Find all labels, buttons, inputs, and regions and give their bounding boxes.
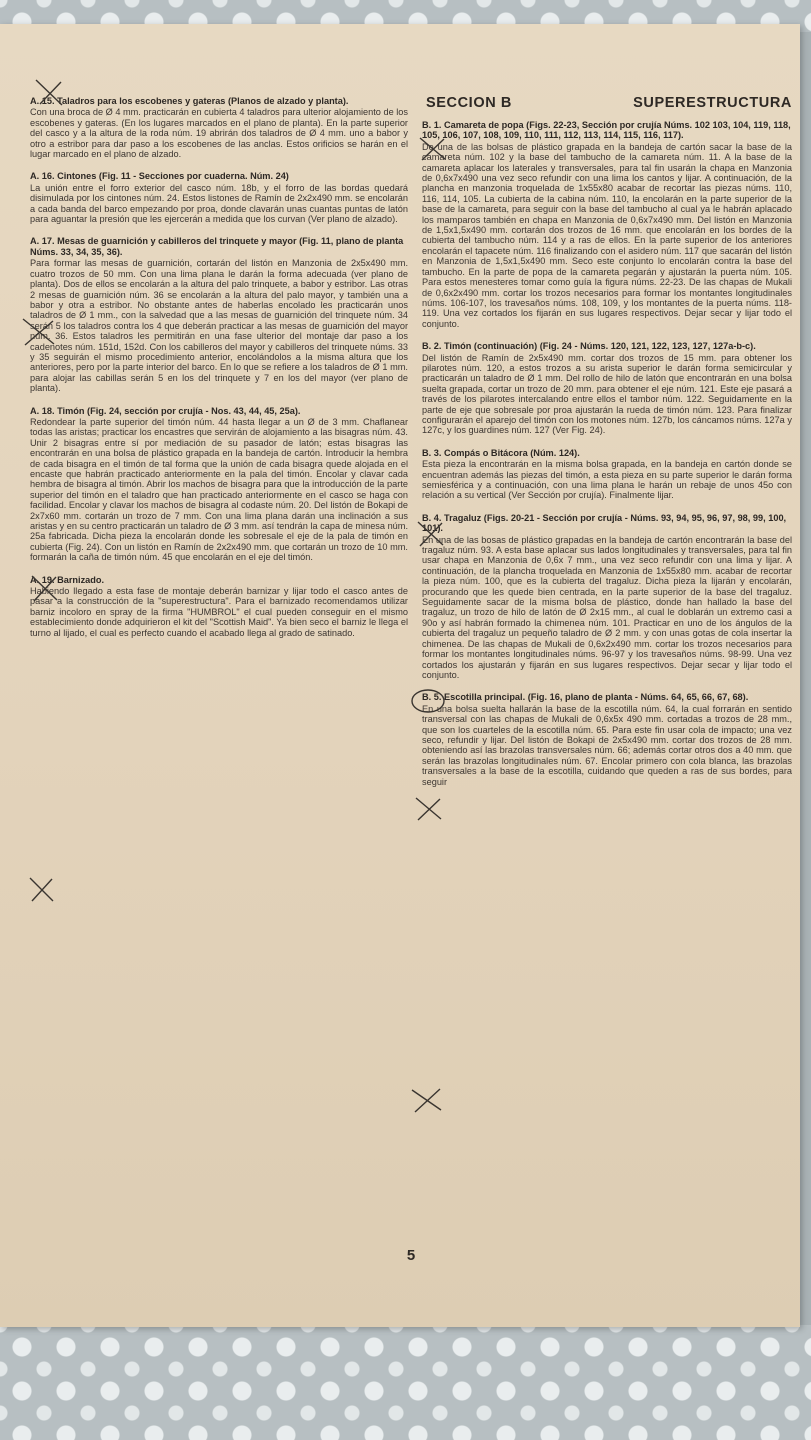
step-number: A. 18. (30, 405, 55, 416)
step-b4 (422, 513, 792, 681)
step-title: Compás o Bitácora (Núm. 124). (443, 447, 580, 458)
step-title: Mesas de guarnición y cabilleros del trinquete y mayor (Fig. 11, plano de planta Núms. 33, 34, 35, 36). (30, 236, 404, 257)
step-number: A. 16. (30, 171, 55, 182)
step-b2 (422, 341, 792, 436)
step-number: B. 3. (422, 447, 442, 458)
pencil-check-mark (28, 876, 56, 904)
tablecloth-bottom (0, 1325, 811, 1440)
step-a15 (30, 96, 408, 159)
step-body: En una bolsa suelta hallarán la base de la escotilla núm. 64, la cual forrarán en sentido transversal con las chapas de Mukali de 0,6x5x 490 mm. cortadas a trozos de 28 mm., que son los cuarteles de la escotilla núm. 65. Para este fin usar cola de impacto; una vez seco, refundir y lijar. Del listón de Bokapi de 2x5x490 mm. cortar dos trozos de 28 mm. obteniendo así las brazolas transversales núm. 66; además cortar otros dos a 40 mm. que serán las brazolas longitudinales núm. 67. Encolar primero con cola blanca, las brazolas transversales a la base de la escotilla, cuidando que queden a ras de sus bordes, para seguir (422, 703, 792, 787)
step-title: Cintones (Fig. 11 - Secciones por cuaderna. Núm. 24) (57, 171, 289, 182)
step-a19 (30, 575, 408, 638)
step-title: Tragaluz (Figs. 20-21 - Sección por crujía - Núms. 93, 94, 95, 96, 97, 98, 99, 100, 101). (422, 512, 787, 534)
step-body: Para formar las mesas de guarnición, cortarán del listón en Manzonia de 2x5x490 mm. cuatro trozos de 50 mm. Con una lima plana le darán la forma adecuada (ver plano de planta). Dos de ellos se encolarán a la altura del palo trinquete, a babor y estribor. Las otras 2 mesas de guarnición núm. 36 se encolarán a la altura del palo mayor, y también una a babor y otra a estribor. No obstante antes de haberlas encolado les practicarán unos taladros de Ø 1 mm., con la salvedad que a las mesas de guarnición del trinquete núm. 34 serán 5 los taladros contra los 4 que deberán practicar a las mesas de guarnición del mayor núm. 36. Estos taladros les permitirán en una fase ulterior del montaje dar paso a los cadenotes núm. 151d, 152d. Con los cabilleros del mayor y cabilleros del trinquete núms. 33 y 35 seguirán el mismo procedimiento anterior, encolándolos a la misma altura que los anteriores, pero por la parte interior del barco. En lo que se refiere a los taladros de Ø 1 mm. para alojar las cabillas serán 5 en los del trinquete y 7 en los del mayor (ver plano de planta). (30, 258, 408, 394)
section-header (426, 95, 792, 111)
step-number: A. 17. (30, 236, 55, 247)
step-body: Del listón de Ramín de 2x5x490 mm. cortar dos trozos de 15 mm. para obtener los pilarotes núm. 120, a estos trozos a su arista superior le darán forma semicircular y practicarán un taladro de Ø 1 mm. Del rollo de hilo de latón que encontrarán en una bolsa suelta grapada, cortar un trozo de 20 mm. para obtener el eje núm. 121. Este eje pasará a través de los pilarotes intercalando entre ellos el tambor núm. 122. Seguidamente en la parte de eje que sobresale por proa ajustarán la rueda de timón núm. 123. Para finalizar configurarán el aparejo del timón con los motones núm. 127b, los cáncamos núms. 127a y 127c, y los guardines núm. 127 (Ver Fig. 24). (422, 352, 792, 436)
step-body: De una de las bolsas de plástico grapada en la bandeja de cartón sacar la base de la camareta núm. 102 y la base del tambucho de la camareta núm. 11. A la base de la camareta aplacar los laterales y transversales, para tal fin usarán la chapa en Manzonia de 0,6x7x490 una vez seco refundir con una lima los cantos y lijar. A continuación, de la plancha en manzonia troquelada de 1x55x80 acabar de recortar las piezas núms. 110, 116, 114, 105. La cubierta de la cabina núm. 110, la encolarán en la parte superior de la base de la camareta, para seguir con la base del tambucho al cual ya le habrán aplacado los mamparos también en chapa en Manzonia de 0,6x7x490 mm. Del listón en Manzonia de 1,5x1,5x490 mm. cortarán dos trozos de 16 mm. que encolarán en los bordes de la cubierta del tambucho núm. 114 y a ras de ellos. En la parte superior de los anteriores encolarán el tapacete núm. 116 finalizando con el asidero núm. 117 que sacarán del listón en Manzonia de 1,5x1,5x490 mm. Seco este conjunto lo encolarán contra la base del tambucho. En la parte de popa de la camareta pegarán y ajustarán la puerta núm. 105. Para estos menesteres tomar como guía la figura núms. 22-23. De las chapas de Mukali de 0,6x2x490 mm. cortar los trozos necesarios para formar los montantes longitudinales núms. 106-107, los travesaños núms. 108, 109, y los montantes de la puerta núms. 118-119. Una vez cortados los fijarán en sus lugares respectivos. Dejar secar y lijar todo el conjunto. (422, 141, 792, 329)
step-a16 (30, 171, 408, 224)
left-column (30, 96, 408, 650)
page-number: 5 (406, 1247, 416, 1264)
step-body: Habiendo llegado a esta fase de montaje deberán barnizar y lijar todo el casco antes de pasar a la construcción de la "superestructura". Para el barnizado recomendamos utilizar barniz incoloro en spray de la firma "HUMBROL" el cual pueden conseguir en el mismo establecimiento donde adquirieron el kit del "Scottish Maid". Ya bien seco el barniz le llega el turno al lijado, el cual es perfecto cuando el acabado llega al grado de satinado. (30, 586, 408, 638)
step-title: Barnizado. (57, 574, 105, 585)
step-body: En una de las bosas de plástico grapadas en la bandeja de cartón encontrarán la base del tragaluz núm. 93. A esta base aplacar sus lados longitudinales y transversales, para tal fin usar chapa en Manzonia de 0,6x 7 mm., una vez seco refundir con una lima y lijar. A continuación, de la plancha troquelada en Manzonia de 1x55x80 mm. acabar de recortar la pieza núm. 100, que es la cubierta del tragaluz. Dicha pieza la lijarán y encolarán, procurando que les quede bien centrada, en la parte superior de la base del tragaluz. Seguidamente sacar de la misma bolsa de plástico, donde han hallado la base del tragaluz, un trozo de hilo de latón de Ø 2x15 mm., al cual le doblarán un extremo casi a 90o y así habrán formado la chimenea núm. 101. Practicar en uno de los ángulos de la cubierta del tragaluz un pequeño taladro de Ø 2 mm. y con unas gotas de cola insertar la chimenea. De las chapas de Mukali de 0,6x2x490 mm. cortar los trozos necesarios para formar los montantes longitudinales núms. 96-97 y los travesaños núms. 98-99. Una vez cortados los ajustarán y fijarán en sus lugares respectivos. Dejar secar y lijar todo el conjunto. (422, 534, 792, 680)
step-body: Esta pieza la encontrarán en la misma bolsa grapada, en la bandeja en cartón donde se encuentran además las piezas del timón, a esta pieza en su parte superior le darán forma semiesférica y a continuación, con una lima plana le harán un rebaje de unos 45o con relación a su vertical (Ver Sección por crujía). Finalmente lijar. (422, 459, 792, 501)
step-number: B. 4. (422, 512, 442, 523)
step-number: A. 19. (30, 574, 55, 585)
step-b1 (422, 120, 792, 329)
step-b5 (422, 692, 792, 787)
step-number: B. 1. (422, 120, 442, 130)
step-title: Taladros para los escobenes y gateras (Planos de alzado y planta). (57, 96, 349, 106)
instruction-page (0, 24, 800, 1327)
pencil-check-mark (410, 1086, 444, 1114)
step-a18 (30, 406, 408, 563)
step-a17 (30, 236, 408, 393)
section-label: SECCION B (426, 95, 512, 111)
step-number: B. 2. (422, 341, 442, 352)
step-number: A. 15. (30, 96, 55, 106)
section-title: SUPERESTRUCTURA (633, 95, 792, 111)
step-title: Timón (Fig. 24, sección por crujía - Nos. 43, 44, 45, 25a). (57, 405, 301, 416)
step-body: Redondear la parte superior del timón núm. 44 hasta llegar a un Ø de 3 mm. Chaflanear todas las aristas; practicar los encastres que servirán de alojamiento a las bisagras núm. 43. Unir 2 bisagras entre sí por mediación de su pasador de latón; estas bisagras las encontrarán en una bolsa de plástico grapada en la bandeja de cartón. Introducir la hembra de cada bisagra en el timón de tal forma que la unión de cada bisagra quede alojada en el encaste que habrán practicado anteriormente en la pala del timón. Encolar y clavar cada hembra de bisagra al timón. Abrir los machos de bisagra para que la introducción de la parte superior del timón en el taladro que han practicado anteriormente en el casco se haga con facilidad. Encolar y clavar los machos de bisagra al codaste núm. 20. Del listón de Bokapi de 2x7x60 mm. cortarán un trozo de 7 mm. Con una lima plana darán una inclinación a sus aristas y en su centro practicarán un taladro de Ø 3 mm. así tendrán la capa de minesa núm. 25a fabricada. Dicha pieza la encolarán donde les sobresale el eje de la pala de timón en cubierta (Fig. 24). Con un listón en Ramín de 2x2x490 mm. que cortarán un trozo de 10 mm. formarán la caña de timón núm. 45 que encolarán en el eje del timón. (30, 416, 408, 563)
step-title: Timón (continuación) (Fig. 24 - Núms. 120, 121, 122, 123, 127, 127a-b-c). (443, 341, 756, 352)
pencil-check-mark (414, 796, 444, 822)
step-title: Escotilla principal. (Fig. 16, plano de planta - Núms. 64, 65, 66, 67, 68). (443, 692, 749, 703)
step-body: Con una broca de Ø 4 mm. practicarán en cubierta 4 taladros para ulterior alojamiento de los escobenes y gateras. (En los lugares marcados en el plano de planta). En la parte superior del casco y a la altura de la roda núm. 19 abrirán dos taladros de Ø 4 mm. uno a babor y otro a estribor para dar paso a los escobenes de las anclas. Estos orificios se harán en el lugar marcado en el plano de alzado. (30, 107, 408, 160)
step-title: Camareta de popa (Figs. 22-23, Sección por crujía Núms. 102 103, 104, 119, 118, 105, 106, 107, 108, 109, 110, 111, 112, 113, 114, 115, 116, 117). (422, 120, 791, 141)
step-b3 (422, 448, 792, 501)
step-body: La unión entre el forro exterior del casco núm. 18b, y el forro de las bordas quedará disimulada por los cintones núm. 24. Estos listones de Ramín de 2x2x490 mm. se encolarán a cada banda del barco empezando por proa, donde clavarán unas cuantas puntas de latón para aguantar la presión que les ejercerán a medida que los curvan (Ver plano de alzado). (30, 182, 408, 225)
step-number: B. 5. (422, 692, 442, 703)
right-column (422, 120, 792, 799)
